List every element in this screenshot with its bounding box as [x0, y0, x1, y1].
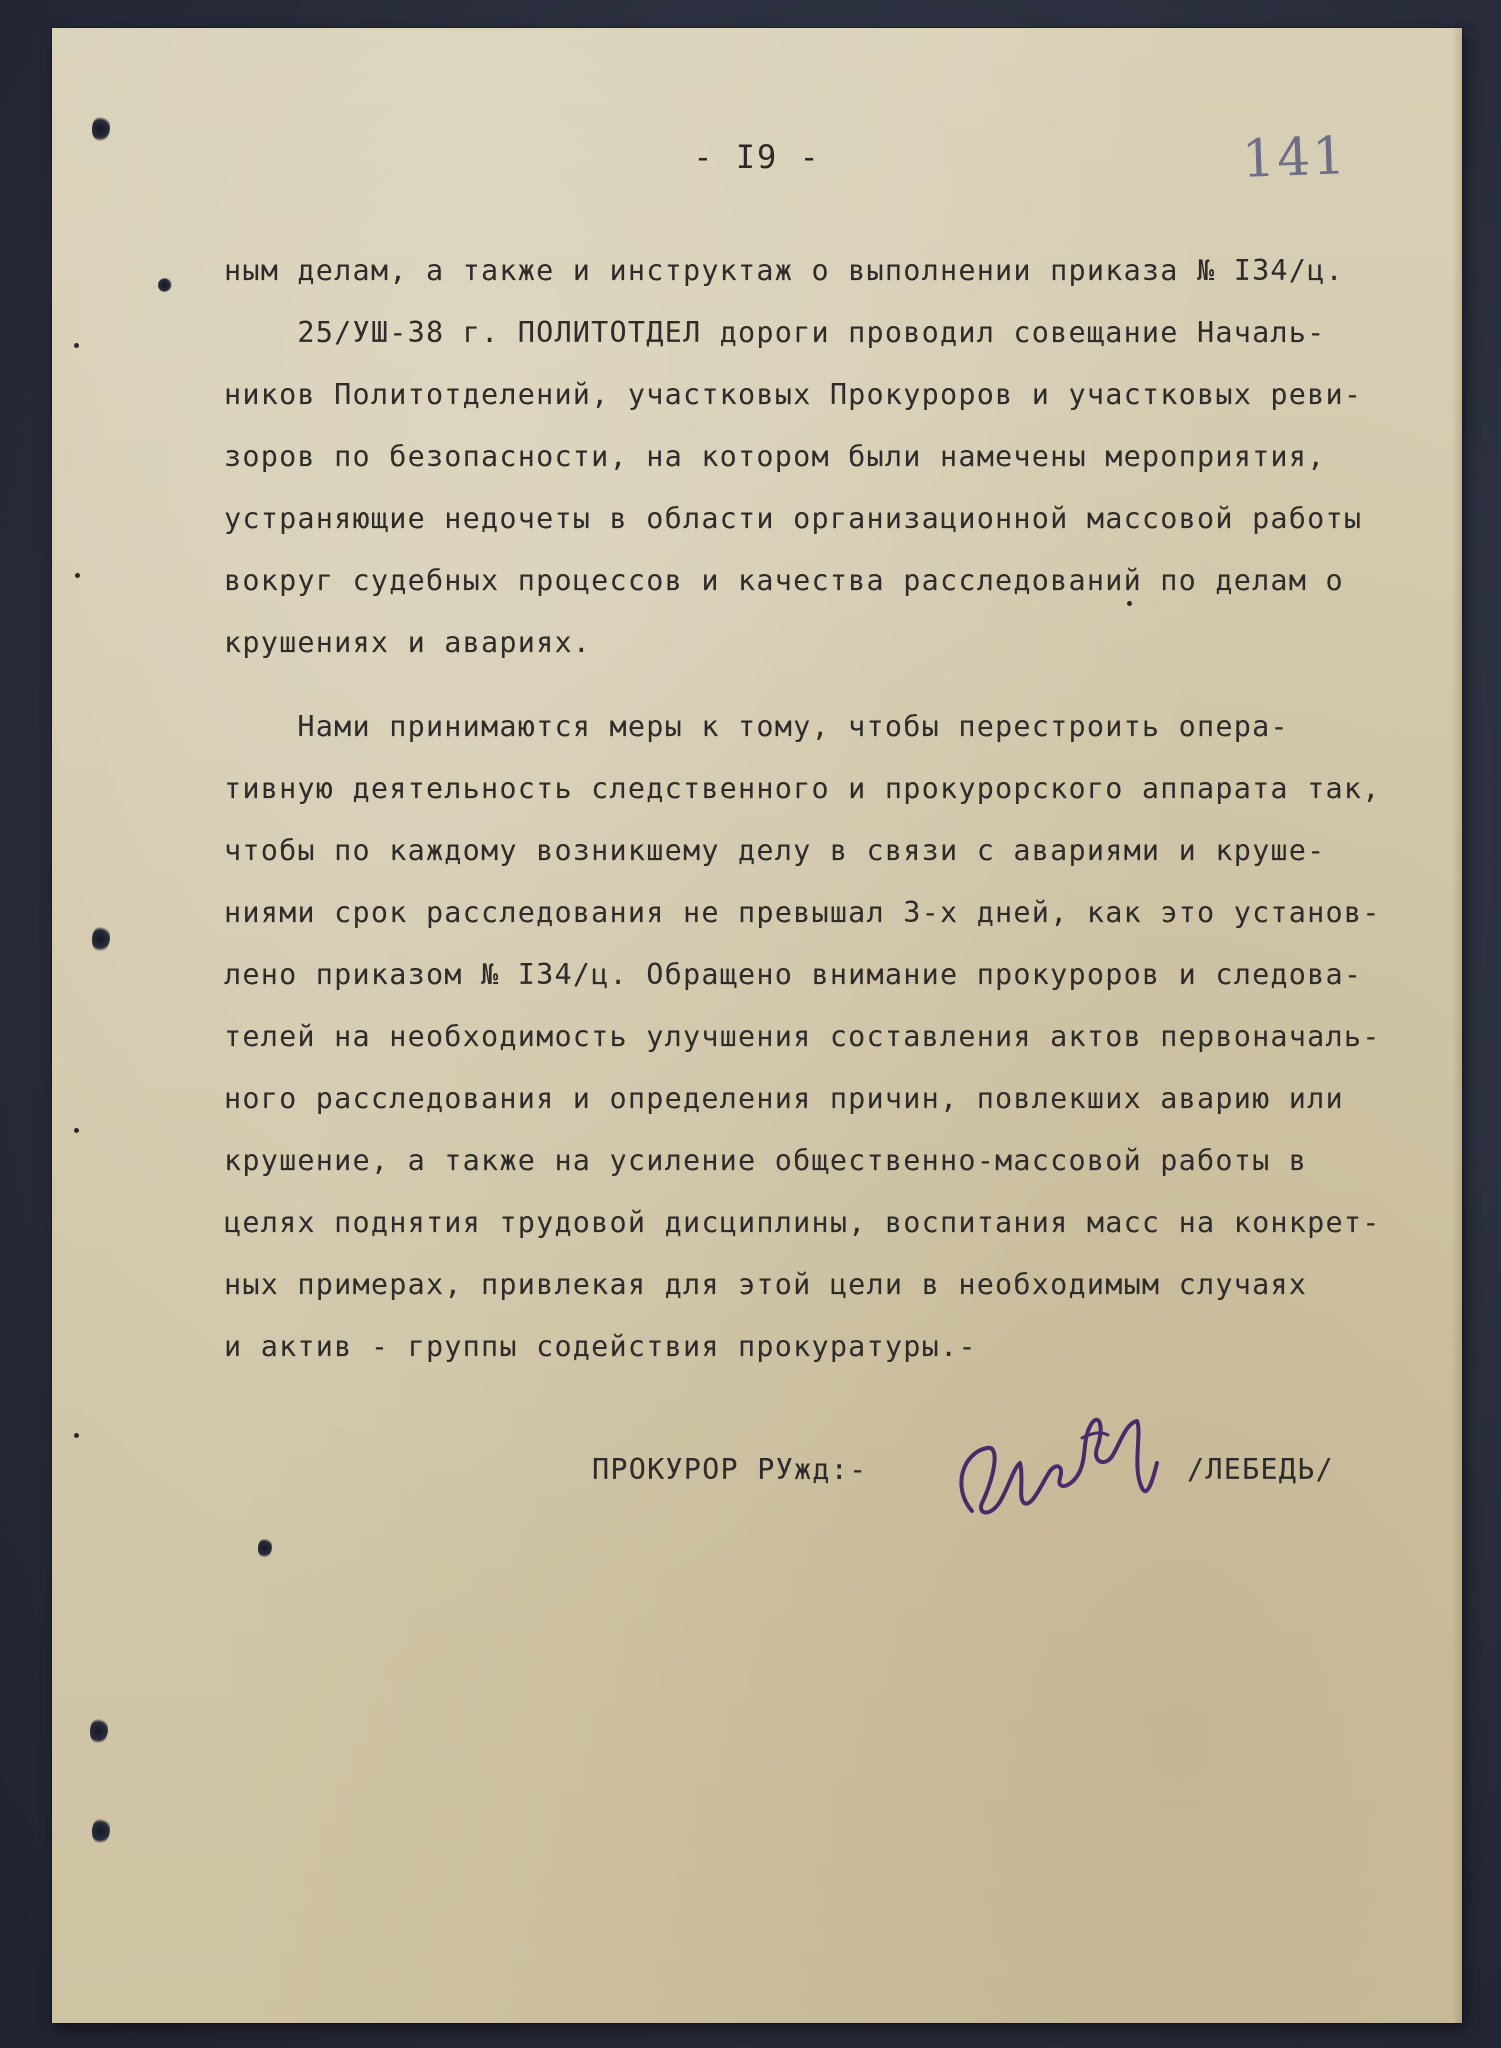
text-line: ного расследования и определения причин, повлекших аварию или: [224, 1082, 1344, 1115]
archive-folio-number: 141: [1240, 126, 1349, 190]
text-line: устраняющие недочеты в области организационной массовой работы: [224, 502, 1363, 535]
signatory-name: /ЛЕБЕДЬ/: [1187, 1453, 1334, 1486]
text-line: зоров по безопасности, на котором были намечены мероприятия,: [224, 440, 1326, 473]
text-line: 25/УШ-38 г. ПОЛИТОТДЕЛ дороги проводил совещание Началь-: [224, 316, 1326, 349]
ink-speck: [74, 343, 79, 348]
text-line: чтобы по каждому возникшему делу в связи с авариями и круше-: [224, 834, 1326, 867]
text-line: ников Политотделений, участковых Прокуроров и участковых реви-: [224, 378, 1363, 411]
text-line: телей на необходимость улучшения составления актов первоначаль-: [224, 1020, 1381, 1053]
punch-hole: [90, 1718, 108, 1744]
text-line: и актив - группы содействия прокуратуры.-: [224, 1330, 977, 1363]
text-line: тивную деятельность следственного и прокурорского аппарата так,: [224, 772, 1381, 805]
text-line: крушение, а также на усиление общественно-массовой работы в: [224, 1144, 1308, 1177]
text-line: лено приказом № I34/ц. Обращено внимание прокуроров и следова-: [224, 958, 1363, 991]
page-number: - I9 -: [693, 138, 821, 176]
handwritten-signature: [932, 1393, 1192, 1543]
text-line: ниями срок расследования не превышал 3-х дней, как это установ-: [224, 896, 1381, 929]
text-line: крушениях и авариях.: [224, 626, 592, 659]
punch-hole: [158, 278, 172, 292]
signature-block: [52, 1433, 1462, 1553]
text-line: целях поднятия трудовой дисциплины, воспитания масс на конкрет-: [224, 1206, 1381, 1239]
signatory-title: ПРОКУРОР РУжд:-: [592, 1453, 868, 1486]
punch-hole: [92, 1818, 110, 1844]
text-line: Нами принимаются меры к тому, чтобы перестроить опера-: [224, 710, 1289, 743]
text-line: ных примерах, привлекая для этой цели в необходимым случаях: [224, 1268, 1308, 1301]
document-page: [52, 28, 1462, 2023]
text-line: вокруг судебных процессов и качества расследований по делам о: [224, 564, 1344, 597]
punch-hole: [92, 926, 110, 952]
text-line: ным делам, а также и инструктаж о выполнении приказа № I34/ц.: [224, 254, 1344, 287]
ink-speck: [75, 573, 80, 578]
ink-speck: [74, 1128, 79, 1133]
